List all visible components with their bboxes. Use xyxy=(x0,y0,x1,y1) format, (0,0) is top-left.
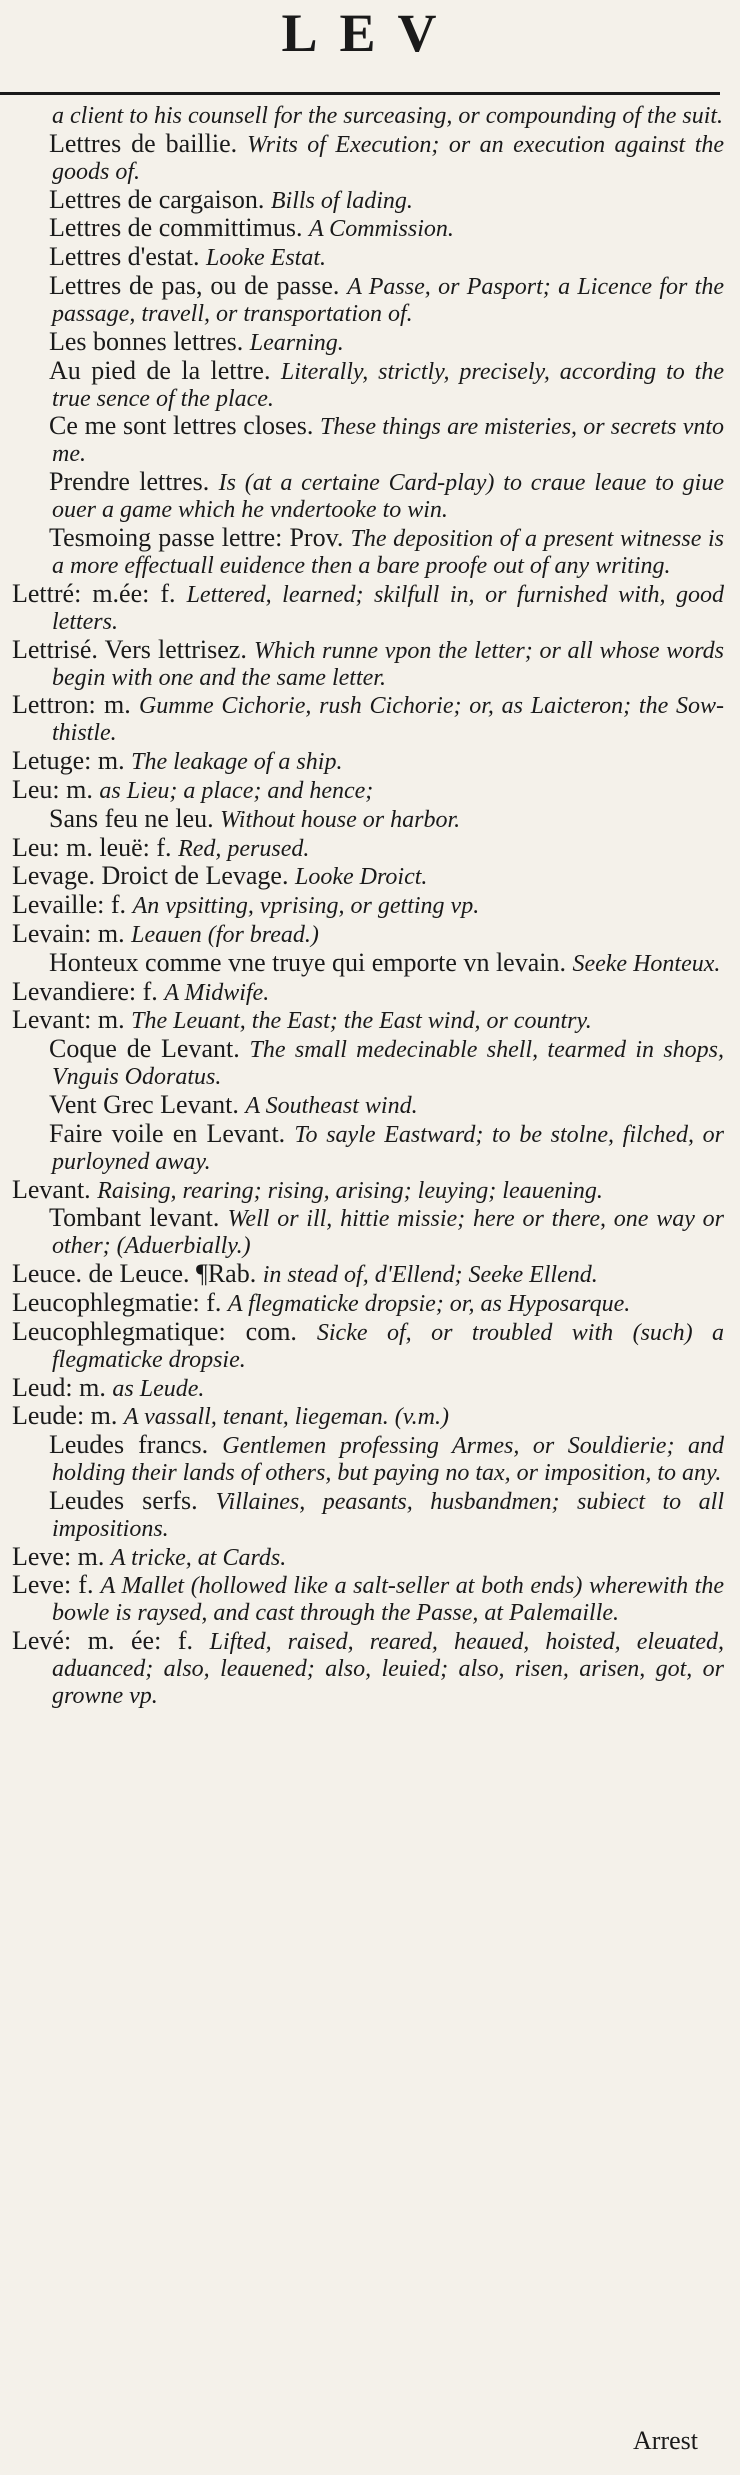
entry-definition: a client to his counsell for the surceasing, or compounding of the suit. xyxy=(52,103,724,129)
dictionary-entry xyxy=(12,863,724,890)
entry-headword: Levage. Droict de Levage. xyxy=(12,861,289,891)
entry-definition: A Midwife. xyxy=(164,979,270,1006)
dictionary-entry xyxy=(12,1174,724,1204)
dictionary-entry xyxy=(12,326,724,356)
entry-headword: Lettres de committimus. xyxy=(49,213,303,243)
entry-definition: Villaines, peasants, husbandmen; subiect to all impositions. xyxy=(52,1488,724,1542)
entry-headword: Levant. xyxy=(12,1174,91,1204)
entry-definition: Sicke of, or troubled with (such) a flegmaticke dropsie. xyxy=(52,1319,725,1373)
dictionary-entry xyxy=(12,128,725,185)
entry-headword: Leu: m. xyxy=(12,774,93,804)
entry-definition: Leauen (for bread.) xyxy=(131,921,319,948)
entry-definition: Gumme Cichorie, rush Cichorie; or, as Laicteron; the Sow-thistle. xyxy=(52,693,724,747)
dictionary-entry xyxy=(12,1316,725,1373)
entry-definition: in stead of, d'Ellend; Seeke Ellend. xyxy=(262,1262,598,1289)
entry-definition: Learning. xyxy=(249,329,344,356)
dictionary-entry xyxy=(12,102,724,129)
dictionary-entry xyxy=(12,1432,724,1486)
entry-headword: Lettrisé. Vers lettrisez. xyxy=(12,634,247,664)
entry-headword: Leud: m. xyxy=(12,1372,106,1402)
entry-headword: Coque de Levant. xyxy=(49,1034,240,1064)
entry-headword: Prendre lettres. xyxy=(49,467,210,497)
entry-definition: A vassall, tenant, liegeman. (v.m.) xyxy=(123,1404,449,1431)
entry-headword: Leude: m. xyxy=(12,1401,118,1431)
entry-definition: Without house or harbor. xyxy=(220,806,461,833)
entry-headword: Lettres de baillie. xyxy=(49,128,238,158)
entry-headword: Ce me sont lettres closes. xyxy=(49,411,314,441)
entry-headword: Levaille: f. xyxy=(12,890,127,920)
dictionary-entry xyxy=(12,244,724,271)
entry-definition: Red, perused. xyxy=(178,835,310,862)
entry-definition: A Mallet (hollowed like a salt-seller at both ends) wherewith the bowle is raysed, and cast through the Passe, at Palemaille. xyxy=(52,1573,725,1627)
entry-headword: Leucophlegmatique: com. xyxy=(12,1316,297,1346)
entry-definition: Looke Droict. xyxy=(294,864,428,891)
entry-headword: Levé: m. ée: f. xyxy=(12,1626,194,1656)
entry-headword: Leucophlegmatie: f. xyxy=(12,1287,222,1317)
entry-headword: Leu: m. leuë: f. xyxy=(12,832,172,862)
entry-headword: Levant: m. xyxy=(12,1005,125,1035)
running-headword: LEV xyxy=(281,3,459,63)
entry-headword: Leve: m. xyxy=(12,1541,105,1571)
entry-definition: The Leuant, the East; the East wind, or country. xyxy=(131,1008,592,1035)
entry-headword: Levandiere: f. xyxy=(12,976,158,1006)
dictionary-entry xyxy=(12,634,725,691)
entry-definition: Is (at a certaine Card-play) to craue leaue to giue ouer a game which he vndertooke to win. xyxy=(52,470,724,524)
entry-headword: Les bonnes lettres. xyxy=(49,326,244,356)
entry-headword: Au pied de la lettre. xyxy=(49,355,271,385)
entry-definition: A tricke, at Cards. xyxy=(110,1544,287,1571)
entry-definition: Which runne vpon the letter; or all whose words begin with one and the same letter. xyxy=(52,637,725,691)
dictionary-entry xyxy=(12,1403,724,1430)
entry-definition: The small medecinable shell, tearmed in shops, Vnguis Odoratus. xyxy=(52,1037,725,1091)
dictionary-entry xyxy=(12,522,724,579)
dictionary-entry xyxy=(12,1628,724,1709)
header-rule xyxy=(0,92,720,95)
entry-definition: as Lieu; a place; and hence; xyxy=(99,777,374,804)
entry-definition: The leakage of a ship. xyxy=(131,749,343,776)
dictionary-entry xyxy=(12,1372,724,1402)
entry-headword: Faire voile en Levant. xyxy=(49,1118,286,1148)
entry-headword: Tesmoing passe lettre: Prov. xyxy=(49,522,344,552)
entry-headword: Leudes francs. xyxy=(49,1430,209,1460)
entry-headword: Vent Grec Levant. xyxy=(49,1089,239,1119)
entry-definition: A Passe, or Pasport; a Licence for the passage, travell, or transportation of. xyxy=(52,273,724,327)
entry-definition: A Southeast wind. xyxy=(245,1092,418,1119)
dictionary-entry xyxy=(12,1541,724,1571)
entry-definition: To sayle Eastward; to be stolne, filched, or purloyned away. xyxy=(52,1121,725,1175)
dictionary-entry xyxy=(12,1205,724,1259)
dictionary-entry xyxy=(12,892,724,919)
entry-definition: as Leude. xyxy=(112,1375,205,1402)
dictionary-entry xyxy=(12,918,724,948)
entry-definition: An vpsitting, vprising, or getting vp. xyxy=(132,893,480,920)
entry-definition: The deposition of a present witnesse is a more effectuall euidence then a bare proofe out of any writing. xyxy=(52,525,724,579)
dictionary-entry xyxy=(12,692,724,746)
catchword: Arrest xyxy=(633,2426,698,2455)
entry-definition: Gentlemen professing Armes, or Souldierie; and holding their lands of others, but paying no tax, or imposition, to any. xyxy=(52,1433,724,1487)
entry-definition: Well or ill, hittie missie; here or there, one way or other; (Aduerbially.) xyxy=(52,1206,724,1260)
entry-definition: Raising, rearing; rising, arising; leuying; leauening. xyxy=(97,1177,603,1204)
entry-definition: Bills of lading. xyxy=(270,187,413,214)
dictionary-entry xyxy=(12,355,725,412)
entry-headword: Lettres d'estat. xyxy=(49,242,200,272)
entry-headword: Lettres de cargaison. xyxy=(49,184,265,214)
dictionary-entry xyxy=(12,947,724,977)
entry-definition: Lettered, learned; skilfull in, or furnished with, good letters. xyxy=(52,581,724,635)
dictionary-entry xyxy=(12,1261,724,1288)
dictionary-entry xyxy=(12,413,724,467)
entry-list xyxy=(12,102,724,1709)
entry-headword: Lettré: m.ée: f. xyxy=(12,578,176,608)
entry-headword: Lettres de pas, ou de passe. xyxy=(49,270,340,300)
entry-headword: Leuce. de Leuce. ¶Rab. xyxy=(12,1259,257,1289)
entry-definition: These things are misteries, or secrets vnto me. xyxy=(52,414,725,468)
entry-headword: Tombant levant. xyxy=(49,1203,220,1233)
dictionary-entry xyxy=(12,1485,724,1542)
dictionary-entry xyxy=(12,184,724,214)
entry-headword: Sans feu ne leu. xyxy=(49,803,214,833)
dictionary-entry xyxy=(12,1572,724,1626)
entry-definition: A Commission. xyxy=(308,216,454,243)
entry-headword: Lettron: m. xyxy=(12,690,131,720)
dictionary-entry xyxy=(12,748,724,775)
dictionary-entry xyxy=(12,832,724,862)
dictionary-entry xyxy=(12,1036,724,1090)
dictionary-entry xyxy=(12,976,724,1006)
entry-definition: Literally, strictly, precisely, according to the true sence of the place. xyxy=(52,358,725,412)
entry-headword: Leve: f. xyxy=(12,1570,94,1600)
entry-definition: Seeke Honteux. xyxy=(572,950,721,977)
dictionary-entry xyxy=(12,1118,725,1175)
dictionary-entry xyxy=(12,469,724,523)
dictionary-entry xyxy=(12,270,724,327)
dictionary-entry xyxy=(12,1287,724,1317)
entry-headword: Honteux comme vne truye qui emporte vn levain. xyxy=(49,947,566,977)
dictionary-entry xyxy=(12,1007,724,1034)
entry-headword: Leudes serfs. xyxy=(49,1485,198,1515)
dictionary-entry xyxy=(12,803,724,833)
dictionary-entry xyxy=(12,215,724,242)
dictionary-entry xyxy=(12,578,724,635)
dictionary-entry xyxy=(12,1089,724,1119)
entry-definition: Lifted, raised, reared, heaued, hoisted, eleuated, aduanced; also, leauened; also, leuied; also, risen, arisen, got, or growne vp. xyxy=(52,1629,725,1710)
entry-definition: A flegmaticke dropsie; or, as Hyposarque. xyxy=(227,1290,631,1317)
entry-headword: Letuge: m. xyxy=(12,746,125,776)
entry-definition: Looke Estat. xyxy=(206,245,327,272)
dictionary-entry xyxy=(12,774,724,804)
entry-headword: Levain: m. xyxy=(12,918,125,948)
entry-definition: Writs of Execution; or an execution against the goods of. xyxy=(52,131,725,185)
